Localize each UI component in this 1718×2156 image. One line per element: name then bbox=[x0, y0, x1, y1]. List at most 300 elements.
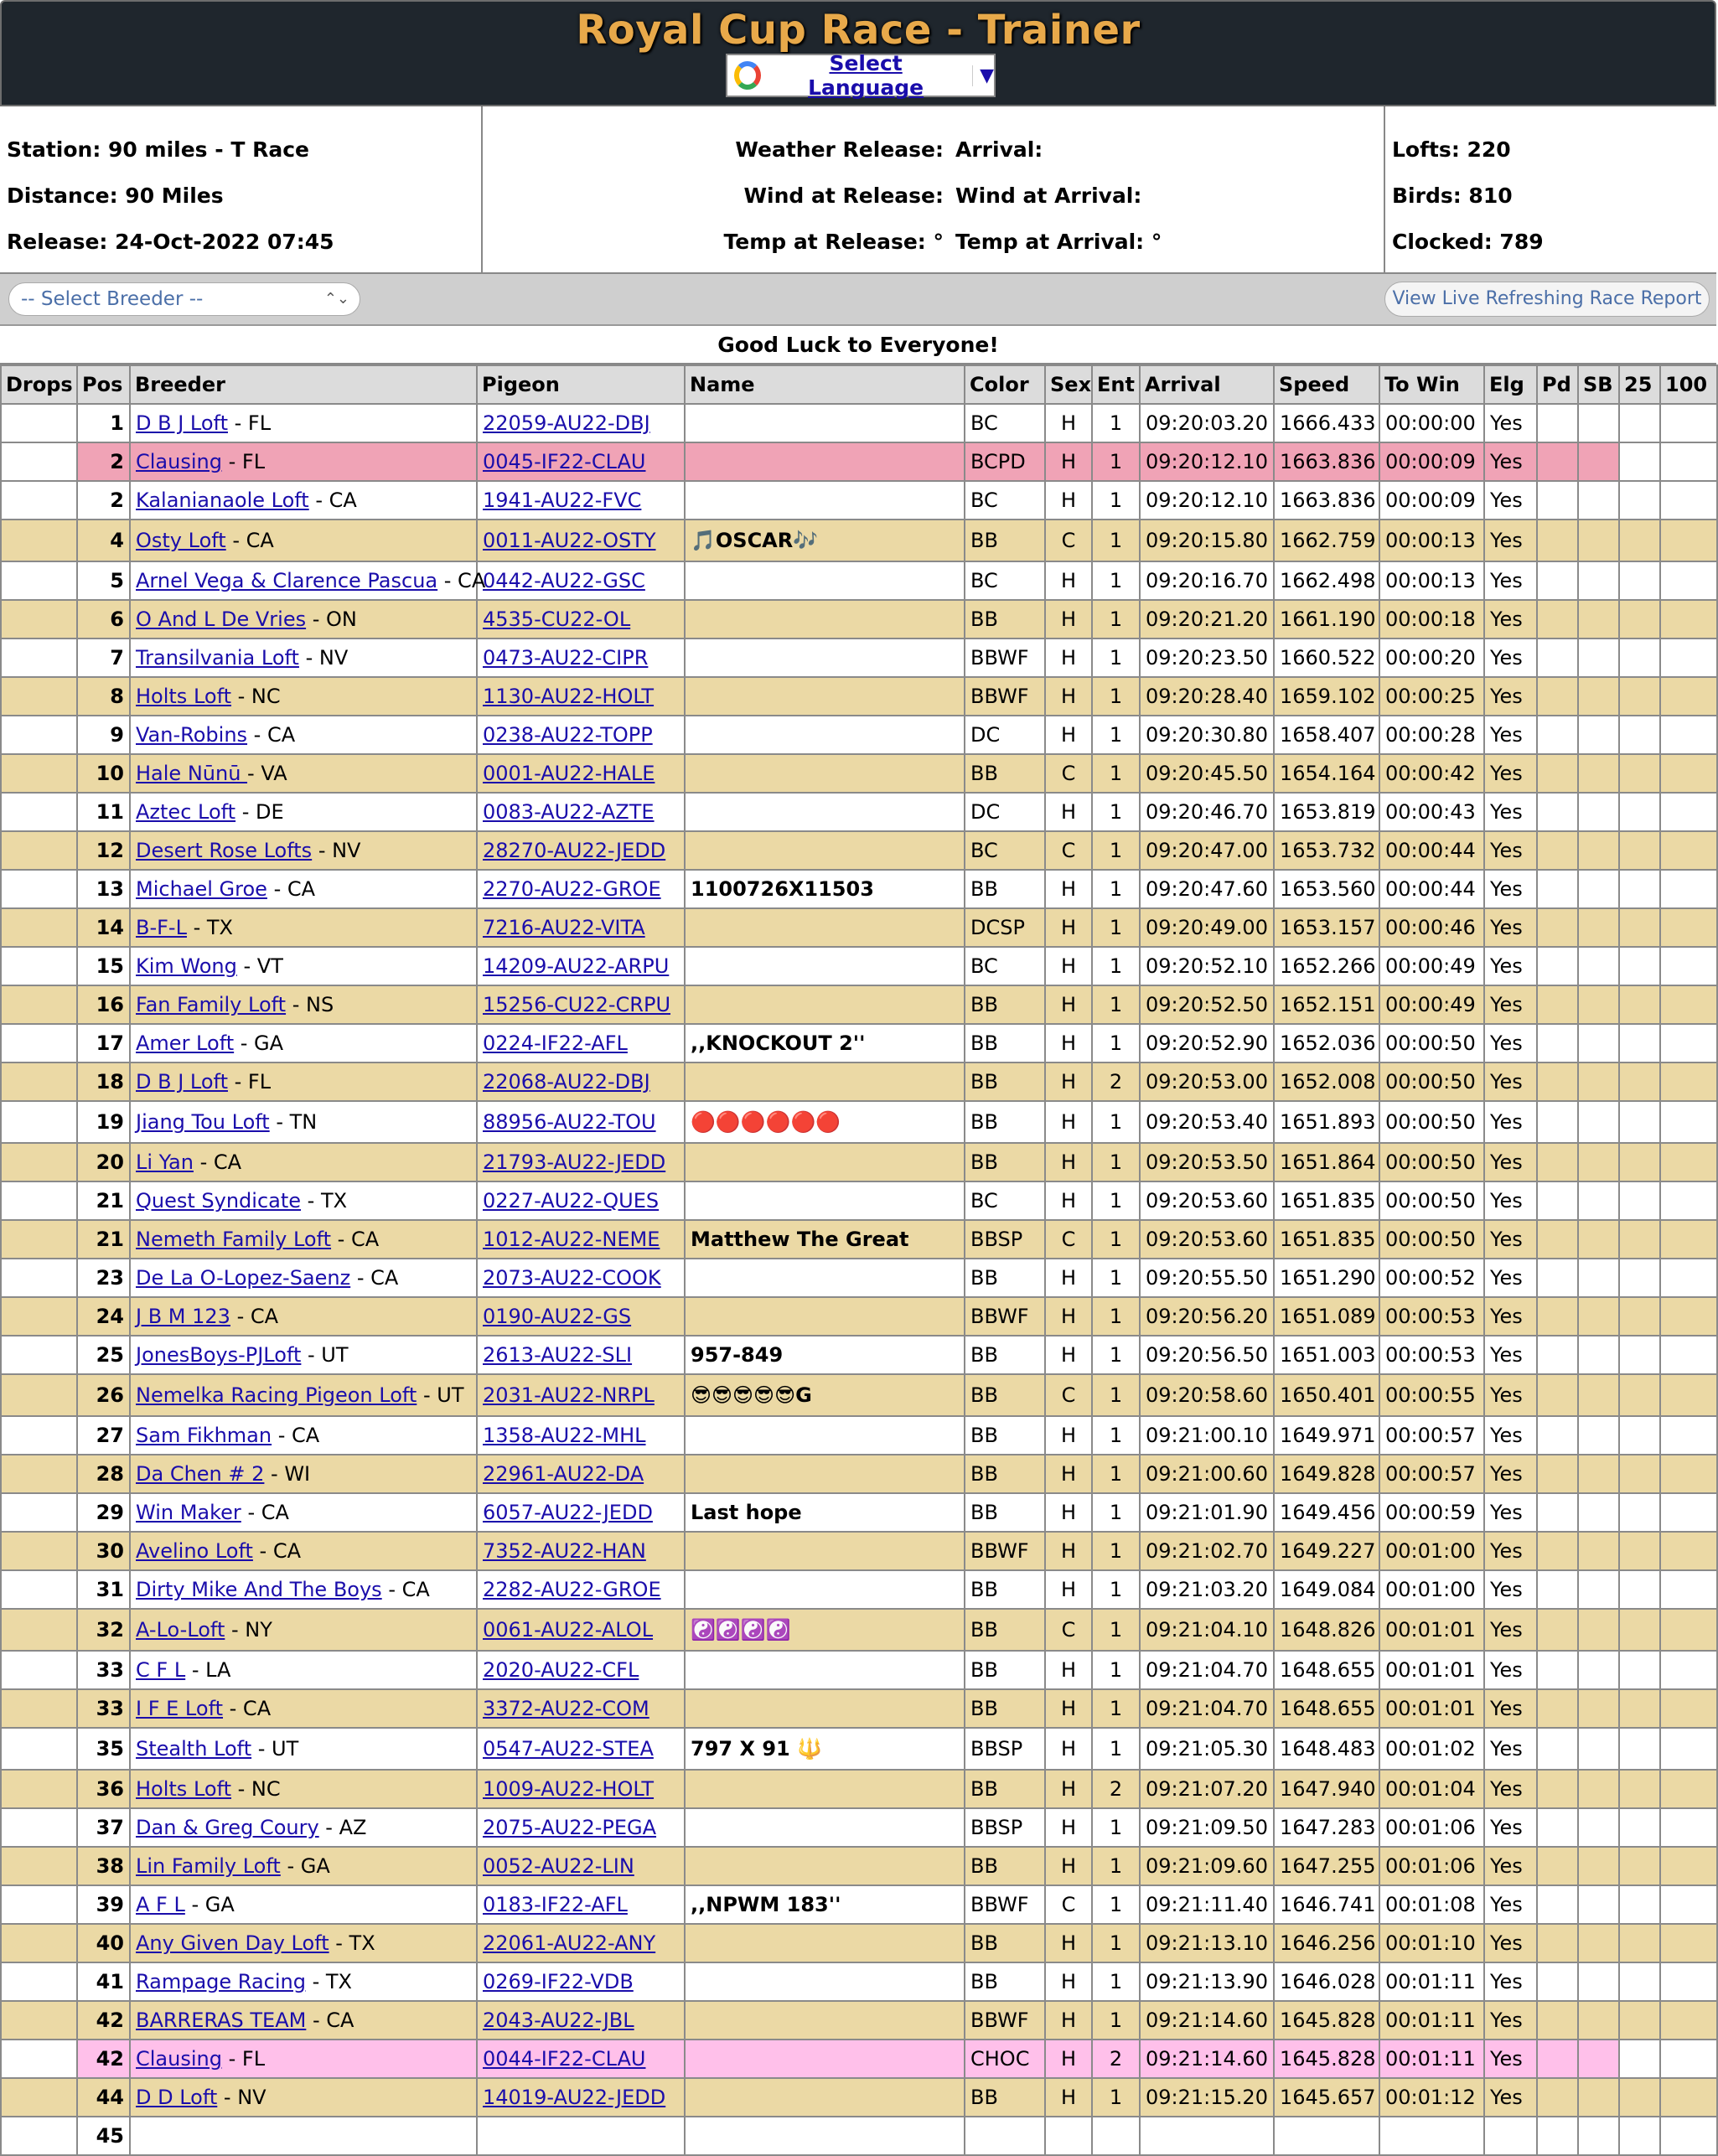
eligible-cell: Yes bbox=[1484, 520, 1537, 561]
pigeon-link[interactable]: 2282-AU22-GROE bbox=[483, 1578, 661, 1601]
breeder-state: - CA bbox=[350, 1266, 399, 1290]
arrival-cell: 09:20:21.20 bbox=[1140, 600, 1274, 639]
pigeon-link[interactable]: 1941-AU22-FVC bbox=[483, 489, 642, 512]
pigeon-cell bbox=[477, 908, 685, 947]
pigeon-link[interactable]: 15256-CU22-CRPU bbox=[483, 993, 671, 1016]
pigeon-link[interactable]: 2031-AU22-NRPL bbox=[483, 1383, 655, 1407]
to-win-cell: 00:00:50 bbox=[1379, 1101, 1484, 1143]
breeder-state: - FL bbox=[227, 1070, 272, 1094]
speed-cell: 1651.003 bbox=[1274, 1336, 1379, 1374]
color-cell: BB bbox=[965, 1024, 1045, 1062]
col-100-cell bbox=[1660, 442, 1717, 481]
breeder-link[interactable]: B-F-L bbox=[136, 916, 187, 939]
col-100-cell bbox=[1660, 1101, 1717, 1143]
name-cell bbox=[685, 639, 965, 677]
pigeon-link[interactable]: 0061-AU22-ALOL bbox=[483, 1618, 654, 1642]
table-row bbox=[1, 1532, 1717, 1570]
col-100-cell bbox=[1660, 1885, 1717, 1924]
speed-cell: 1653.157 bbox=[1274, 908, 1379, 947]
pigeon-link[interactable]: 0011-AU22-OSTY bbox=[483, 529, 656, 552]
pigeon-link[interactable]: 2020-AU22-CFL bbox=[483, 1658, 639, 1682]
position-cell: 20 bbox=[77, 1143, 130, 1181]
eligible-cell: Yes bbox=[1484, 870, 1537, 908]
to-win-cell: 00:01:01 bbox=[1379, 1689, 1484, 1728]
breeder-link[interactable]: O And L De Vries bbox=[136, 608, 307, 631]
entry-cell: 1 bbox=[1092, 1532, 1140, 1570]
pigeon-link[interactable]: 7352-AU22-HAN bbox=[483, 1539, 646, 1563]
arrival-cell: 09:20:53.50 bbox=[1140, 1143, 1274, 1181]
pigeon-link[interactable]: 4535-CU22-OL bbox=[483, 608, 631, 631]
to-win-cell: 00:00:50 bbox=[1379, 1062, 1484, 1101]
name-cell bbox=[685, 1924, 965, 1962]
color-cell: BB bbox=[965, 985, 1045, 1024]
drops-cell bbox=[1, 1532, 77, 1570]
pigeon-link[interactable]: 0473-AU22-CIPR bbox=[483, 646, 649, 670]
pigeon-link[interactable]: 0183-IF22-AFL bbox=[483, 1893, 628, 1916]
pd-cell bbox=[1537, 1808, 1578, 1847]
pigeon-link[interactable]: 0442-AU22-GSC bbox=[483, 569, 645, 592]
position-cell: 13 bbox=[77, 870, 130, 908]
eligible-cell: Yes bbox=[1484, 1336, 1537, 1374]
color-cell: DC bbox=[965, 793, 1045, 831]
pigeon-link[interactable]: 1012-AU22-NEME bbox=[483, 1228, 660, 1251]
name-cell: 😎😎😎😎😎G bbox=[685, 1374, 965, 1416]
breeder-link[interactable]: Avelino Loft bbox=[136, 1539, 253, 1563]
drops-cell bbox=[1, 1455, 77, 1493]
breeder-link[interactable]: Kim Wong bbox=[136, 954, 237, 978]
pd-cell bbox=[1537, 716, 1578, 754]
col-100-cell bbox=[1660, 677, 1717, 716]
drops-cell bbox=[1, 1101, 77, 1143]
pigeon-link[interactable]: 28270-AU22-JEDD bbox=[483, 839, 666, 862]
breeder-link[interactable]: D B J Loft bbox=[136, 1070, 228, 1094]
eligible-cell: Yes bbox=[1484, 754, 1537, 793]
to-win-cell: 00:01:04 bbox=[1379, 1770, 1484, 1808]
col-25-cell bbox=[1619, 754, 1660, 793]
color-cell: BB bbox=[965, 1455, 1045, 1493]
speed-cell: 1649.227 bbox=[1274, 1532, 1379, 1570]
breeder-state: - CA bbox=[247, 723, 296, 747]
name-cell: 🔴🔴🔴🔴🔴🔴 bbox=[685, 1101, 965, 1143]
speed-cell: 1651.864 bbox=[1274, 1143, 1379, 1181]
breeder-state: - TX bbox=[301, 1189, 348, 1212]
color-cell: BB bbox=[965, 1493, 1045, 1532]
pigeon-link[interactable]: 0045-IF22-CLAU bbox=[483, 450, 646, 473]
sb-cell bbox=[1578, 1101, 1619, 1143]
entry-cell: 1 bbox=[1092, 1259, 1140, 1297]
column-header-sex: Sex bbox=[1045, 365, 1092, 404]
breeder-link[interactable]: Sam Fikhman bbox=[136, 1424, 272, 1447]
sb-cell bbox=[1578, 520, 1619, 561]
breeder-link[interactable]: Amer Loft bbox=[136, 1031, 235, 1055]
eligible-cell: Yes bbox=[1484, 1181, 1537, 1220]
arrival-cell: 09:20:28.40 bbox=[1140, 677, 1274, 716]
position-cell: 33 bbox=[77, 1651, 130, 1689]
to-win-cell: 00:00:28 bbox=[1379, 716, 1484, 754]
entry-cell: 1 bbox=[1092, 1651, 1140, 1689]
eligible-cell: Yes bbox=[1484, 716, 1537, 754]
col-100-cell bbox=[1660, 1728, 1717, 1770]
breeder-link[interactable]: Fan Family Loft bbox=[136, 993, 287, 1016]
col-25-cell bbox=[1619, 1220, 1660, 1259]
breeder-link[interactable]: Van-Robins bbox=[136, 723, 248, 747]
breeder-link[interactable]: Lin Family Loft bbox=[136, 1854, 281, 1878]
table-row bbox=[1, 1143, 1717, 1181]
eligible-cell: Yes bbox=[1484, 1924, 1537, 1962]
breeder-link[interactable]: Holts Loft bbox=[136, 1777, 232, 1801]
breeder-cell bbox=[130, 1728, 477, 1770]
pigeon-link[interactable]: 0227-AU22-QUES bbox=[483, 1189, 660, 1212]
language-label[interactable]: Select Language bbox=[808, 51, 924, 100]
breeder-link[interactable]: Nemelka Racing Pigeon Loft bbox=[136, 1383, 417, 1407]
results-table bbox=[0, 365, 1718, 2156]
breeder-cell bbox=[130, 520, 477, 561]
name-cell bbox=[685, 2040, 965, 2078]
name-cell bbox=[685, 442, 965, 481]
col-100-cell bbox=[1660, 1220, 1717, 1259]
table-row bbox=[1, 404, 1717, 442]
entry-cell: 1 bbox=[1092, 1297, 1140, 1336]
sex-cell: H bbox=[1045, 1962, 1092, 2001]
breeder-link[interactable]: J B M 123 bbox=[136, 1305, 230, 1328]
breeder-link[interactable]: Li Yan bbox=[136, 1150, 194, 1174]
pigeon-cell bbox=[477, 2040, 685, 2078]
col-25-cell bbox=[1619, 1609, 1660, 1651]
breeder-link[interactable]: Dirty Mike And The Boys bbox=[136, 1578, 382, 1601]
name-cell: 957-849 bbox=[685, 1336, 965, 1374]
pigeon-link[interactable]: 0190-AU22-GS bbox=[483, 1305, 632, 1328]
col-25-cell bbox=[1619, 2078, 1660, 2117]
pigeon-link[interactable]: 88956-AU22-TOU bbox=[483, 1110, 656, 1134]
col-25-cell bbox=[1619, 1570, 1660, 1609]
name-cell bbox=[685, 1570, 965, 1609]
breeder-link[interactable]: Holts Loft bbox=[136, 685, 232, 708]
column-header-breeder: Breeder bbox=[130, 365, 477, 404]
sb-cell bbox=[1578, 1532, 1619, 1570]
greeting-banner: Good Luck to Everyone! bbox=[0, 326, 1716, 365]
breeder-link[interactable]: Dan & Greg Coury bbox=[136, 1816, 319, 1839]
breeder-cell bbox=[130, 1455, 477, 1493]
position-cell: 17 bbox=[77, 1024, 130, 1062]
pd-cell bbox=[1537, 1609, 1578, 1651]
breeder-cell bbox=[130, 1924, 477, 1962]
name-cell bbox=[685, 1962, 965, 2001]
to-win-cell: 00:00:53 bbox=[1379, 1297, 1484, 1336]
eligible-cell: Yes bbox=[1484, 561, 1537, 600]
pigeon-link[interactable]: 14019-AU22-JEDD bbox=[483, 2086, 666, 2109]
table-row bbox=[1, 831, 1717, 870]
position-cell: 21 bbox=[77, 1220, 130, 1259]
column-header-to-win: To Win bbox=[1379, 365, 1484, 404]
drops-cell bbox=[1, 2117, 77, 2155]
entry-cell: 1 bbox=[1092, 1455, 1140, 1493]
pd-cell bbox=[1537, 754, 1578, 793]
speed-cell: 1648.655 bbox=[1274, 1651, 1379, 1689]
pigeon-cell bbox=[477, 985, 685, 1024]
name-cell: ,,KNOCKOUT 2'' bbox=[685, 1024, 965, 1062]
breeder-select[interactable] bbox=[8, 282, 360, 316]
sex-cell: H bbox=[1045, 1924, 1092, 1962]
col-25-cell bbox=[1619, 1416, 1660, 1455]
to-win-cell: 00:01:11 bbox=[1379, 2040, 1484, 2078]
sex-cell: H bbox=[1045, 793, 1092, 831]
position-cell: 42 bbox=[77, 2001, 130, 2040]
position-cell: 1 bbox=[77, 404, 130, 442]
pd-cell bbox=[1537, 639, 1578, 677]
color-cell: BC bbox=[965, 1181, 1045, 1220]
sex-cell: H bbox=[1045, 639, 1092, 677]
pigeon-cell bbox=[477, 1062, 685, 1101]
breeder-link[interactable]: Clausing bbox=[136, 450, 222, 473]
color-cell bbox=[965, 2117, 1045, 2155]
pigeon-link[interactable]: 3372-AU22-COM bbox=[483, 1697, 649, 1720]
breeder-link[interactable]: BARRERAS TEAM bbox=[136, 2009, 307, 2032]
pigeon-cell bbox=[477, 1808, 685, 1847]
name-cell bbox=[685, 716, 965, 754]
breeder-link[interactable]: Desert Rose Lofts bbox=[136, 839, 313, 862]
name-cell: Matthew The Great bbox=[685, 1220, 965, 1259]
pigeon-link[interactable]: 2043-AU22-JBL bbox=[483, 2009, 634, 2032]
breeder-link[interactable]: Arnel Vega & Clarence Pascua bbox=[136, 569, 438, 592]
pigeon-link[interactable]: 22059-AU22-DBJ bbox=[483, 411, 650, 435]
pigeon-link[interactable]: 2613-AU22-SLI bbox=[483, 1343, 633, 1367]
position-cell: 36 bbox=[77, 1770, 130, 1808]
pd-cell bbox=[1537, 1847, 1578, 1885]
pigeon-link[interactable]: 0238-AU22-TOPP bbox=[483, 723, 653, 747]
drops-cell bbox=[1, 793, 77, 831]
pigeon-link[interactable]: 1009-AU22-HOLT bbox=[483, 1777, 655, 1801]
name-cell bbox=[685, 1689, 965, 1728]
to-win-cell: 00:01:08 bbox=[1379, 1885, 1484, 1924]
pd-cell bbox=[1537, 481, 1578, 520]
pigeon-link[interactable]: 1130-AU22-HOLT bbox=[483, 685, 655, 708]
breeder-cell bbox=[130, 1532, 477, 1570]
col-25-cell bbox=[1619, 2001, 1660, 2040]
breeder-state: - UT bbox=[417, 1383, 464, 1407]
table-row bbox=[1, 1570, 1717, 1609]
entry-cell: 1 bbox=[1092, 404, 1140, 442]
breeder-link[interactable]: I F E Loft bbox=[136, 1697, 224, 1720]
pigeon-cell bbox=[477, 1181, 685, 1220]
speed-cell: 1645.828 bbox=[1274, 2040, 1379, 2078]
col-100-cell bbox=[1660, 1374, 1717, 1416]
sb-cell bbox=[1578, 947, 1619, 985]
sb-cell bbox=[1578, 639, 1619, 677]
drops-cell bbox=[1, 520, 77, 561]
table-row bbox=[1, 1297, 1717, 1336]
sex-cell: H bbox=[1045, 1062, 1092, 1101]
name-cell: ☯️☯️☯️☯️ bbox=[685, 1609, 965, 1651]
breeder-link[interactable]: Aztec Loft bbox=[136, 800, 236, 824]
language-selector[interactable] bbox=[726, 51, 996, 100]
arrival-cell: 09:21:00.60 bbox=[1140, 1455, 1274, 1493]
breeder-link[interactable]: Clausing bbox=[136, 2047, 222, 2071]
race-info-panel bbox=[0, 106, 1716, 274]
sb-cell bbox=[1578, 985, 1619, 1024]
col-100-cell bbox=[1660, 908, 1717, 947]
drops-cell bbox=[1, 1259, 77, 1297]
sex-cell: H bbox=[1045, 404, 1092, 442]
col-25-cell bbox=[1619, 870, 1660, 908]
table-row bbox=[1, 2040, 1717, 2078]
sb-cell bbox=[1578, 1024, 1619, 1062]
pigeon-link[interactable]: 0052-AU22-LIN bbox=[483, 1854, 634, 1878]
entry-cell: 2 bbox=[1092, 2040, 1140, 2078]
pigeon-cell bbox=[477, 1885, 685, 1924]
arrival-cell: 09:20:55.50 bbox=[1140, 1259, 1274, 1297]
eligible-cell: Yes bbox=[1484, 1847, 1537, 1885]
arrival-cell: 09:20:53.60 bbox=[1140, 1220, 1274, 1259]
breeder-link[interactable]: De La O-Lopez-Saenz bbox=[136, 1266, 351, 1290]
entry-cell: 1 bbox=[1092, 754, 1140, 793]
speed-cell: 1652.036 bbox=[1274, 1024, 1379, 1062]
to-win-cell: 00:00:57 bbox=[1379, 1416, 1484, 1455]
breeder-link[interactable]: Jiang Tou Loft bbox=[136, 1110, 270, 1134]
entry-cell: 1 bbox=[1092, 1143, 1140, 1181]
col-100-cell bbox=[1660, 1924, 1717, 1962]
pigeon-cell bbox=[477, 1220, 685, 1259]
breeder-cell bbox=[130, 1336, 477, 1374]
position-cell: 10 bbox=[77, 754, 130, 793]
breeder-link[interactable]: Transilvania Loft bbox=[136, 646, 299, 670]
color-cell: BBWF bbox=[965, 1532, 1045, 1570]
speed-cell: 1651.835 bbox=[1274, 1181, 1379, 1220]
breeder-link[interactable]: C F L bbox=[136, 1658, 186, 1682]
arrival-cell: 09:20:46.70 bbox=[1140, 793, 1274, 831]
pd-cell bbox=[1537, 1885, 1578, 1924]
table-row bbox=[1, 481, 1717, 520]
pigeon-link[interactable]: 1358-AU22-MHL bbox=[483, 1424, 646, 1447]
pigeon-link[interactable]: 2073-AU22-COOK bbox=[483, 1266, 661, 1290]
breeder-link[interactable]: Rampage Racing bbox=[136, 1970, 306, 1993]
color-cell: BB bbox=[965, 1689, 1045, 1728]
pigeon-link[interactable]: 0269-IF22-VDB bbox=[483, 1970, 634, 1993]
pigeon-link[interactable]: 21793-AU22-JEDD bbox=[483, 1150, 666, 1174]
name-cell bbox=[685, 404, 965, 442]
pigeon-link[interactable]: 0044-IF22-CLAU bbox=[483, 2047, 646, 2071]
position-cell: 5 bbox=[77, 561, 130, 600]
breeder-cell bbox=[130, 677, 477, 716]
pd-cell bbox=[1537, 1220, 1578, 1259]
breeder-link[interactable]: D D Loft bbox=[136, 2086, 218, 2109]
eligible-cell: Yes bbox=[1484, 1493, 1537, 1532]
position-cell: 14 bbox=[77, 908, 130, 947]
color-cell: DCSP bbox=[965, 908, 1045, 947]
to-win-cell: 00:01:10 bbox=[1379, 1924, 1484, 1962]
breeder-link[interactable]: Any Given Day Loft bbox=[136, 1931, 329, 1955]
pigeon-link[interactable]: 7216-AU22-VITA bbox=[483, 916, 645, 939]
breeder-state: - CA bbox=[241, 1501, 289, 1524]
position-cell: 11 bbox=[77, 793, 130, 831]
pigeon-link[interactable]: 0547-AU22-STEA bbox=[483, 1737, 654, 1760]
sex-cell: H bbox=[1045, 1297, 1092, 1336]
position-cell: 24 bbox=[77, 1297, 130, 1336]
arrival-cell: 09:21:14.60 bbox=[1140, 2040, 1274, 2078]
col-25-cell bbox=[1619, 481, 1660, 520]
entry-cell: 1 bbox=[1092, 1924, 1140, 1962]
drops-cell bbox=[1, 1570, 77, 1609]
entry-cell: 1 bbox=[1092, 1728, 1140, 1770]
pigeon-link[interactable]: 22068-AU22-DBJ bbox=[483, 1070, 650, 1094]
col-100-cell bbox=[1660, 831, 1717, 870]
clocked-count: Clocked: 789 bbox=[1392, 230, 1544, 254]
speed-cell: 1659.102 bbox=[1274, 677, 1379, 716]
breeder-cell bbox=[130, 2078, 477, 2117]
pigeon-cell bbox=[477, 2078, 685, 2117]
breeder-link[interactable]: Osty Loft bbox=[136, 529, 226, 552]
breeder-link[interactable]: Quest Syndicate bbox=[136, 1189, 302, 1212]
arrival-cell: 09:20:52.90 bbox=[1140, 1024, 1274, 1062]
breeder-link[interactable]: Nemeth Family Loft bbox=[136, 1228, 332, 1251]
sb-cell bbox=[1578, 1651, 1619, 1689]
name-cell bbox=[685, 1847, 965, 1885]
entry-cell: 1 bbox=[1092, 561, 1140, 600]
pd-cell bbox=[1537, 1455, 1578, 1493]
col-25-cell bbox=[1619, 1728, 1660, 1770]
breeder-link[interactable]: A F L bbox=[136, 1893, 185, 1916]
live-report-button[interactable]: View Live Refreshing Race Report bbox=[1384, 282, 1710, 317]
breeder-link[interactable]: Win Maker bbox=[136, 1501, 241, 1524]
pigeon-link[interactable]: 0001-AU22-HALE bbox=[483, 762, 655, 785]
to-win-cell: 00:00:42 bbox=[1379, 754, 1484, 793]
column-header-pd: Pd bbox=[1537, 365, 1578, 404]
pd-cell bbox=[1537, 442, 1578, 481]
select-arrows-icon: ⌃⌄ bbox=[323, 290, 349, 308]
breeder-link[interactable]: Hale Nūnū bbox=[136, 762, 248, 785]
drops-cell bbox=[1, 1847, 77, 1885]
breeder-link[interactable]: Kalanianaole Loft bbox=[136, 489, 309, 512]
to-win-cell: 00:00:52 bbox=[1379, 1259, 1484, 1297]
table-row bbox=[1, 1336, 1717, 1374]
breeder-cell bbox=[130, 1808, 477, 1847]
breeder-link[interactable]: D B J Loft bbox=[136, 411, 228, 435]
pigeon-cell bbox=[477, 2117, 685, 2155]
sb-cell bbox=[1578, 2078, 1619, 2117]
position-cell: 6 bbox=[77, 600, 130, 639]
pigeon-link[interactable]: 0083-AU22-AZTE bbox=[483, 800, 655, 824]
breeder-link[interactable]: Stealth Loft bbox=[136, 1737, 252, 1760]
pigeon-link[interactable]: 22061-AU22-ANY bbox=[483, 1931, 656, 1955]
chevron-down-icon[interactable]: ▼ bbox=[972, 65, 994, 86]
pd-cell bbox=[1537, 1416, 1578, 1455]
controls-bar bbox=[0, 274, 1716, 326]
breeder-link[interactable]: JonesBoys-PJLoft bbox=[136, 1343, 302, 1367]
pigeon-link[interactable]: 2075-AU22-PEGA bbox=[483, 1816, 657, 1839]
pigeon-link[interactable]: 14209-AU22-ARPU bbox=[483, 954, 670, 978]
pigeon-link[interactable]: 22961-AU22-DA bbox=[483, 1462, 644, 1486]
lofts-count: Lofts: 220 bbox=[1392, 137, 1511, 162]
breeder-link[interactable]: A-Lo-Loft bbox=[136, 1618, 225, 1642]
breeder-link[interactable]: Michael Groe bbox=[136, 877, 267, 901]
pd-cell bbox=[1537, 2117, 1578, 2155]
pigeon-link[interactable]: 6057-AU22-JEDD bbox=[483, 1501, 653, 1524]
table-row bbox=[1, 1101, 1717, 1143]
col-25-cell bbox=[1619, 1493, 1660, 1532]
table-row bbox=[1, 442, 1717, 481]
to-win-cell: 00:01:00 bbox=[1379, 1532, 1484, 1570]
pigeon-link[interactable]: 0224-IF22-AFL bbox=[483, 1031, 628, 1055]
speed-cell: 1645.828 bbox=[1274, 2001, 1379, 2040]
sb-cell bbox=[1578, 1336, 1619, 1374]
pigeon-link[interactable]: 2270-AU22-GROE bbox=[483, 877, 661, 901]
breeder-state: - VT bbox=[236, 954, 283, 978]
breeder-cell bbox=[130, 1570, 477, 1609]
breeder-link[interactable]: Da Chen # 2 bbox=[136, 1462, 265, 1486]
speed-cell: 1651.089 bbox=[1274, 1297, 1379, 1336]
pigeon-cell bbox=[477, 481, 685, 520]
breeder-cell bbox=[130, 754, 477, 793]
eligible-cell: Yes bbox=[1484, 1297, 1537, 1336]
